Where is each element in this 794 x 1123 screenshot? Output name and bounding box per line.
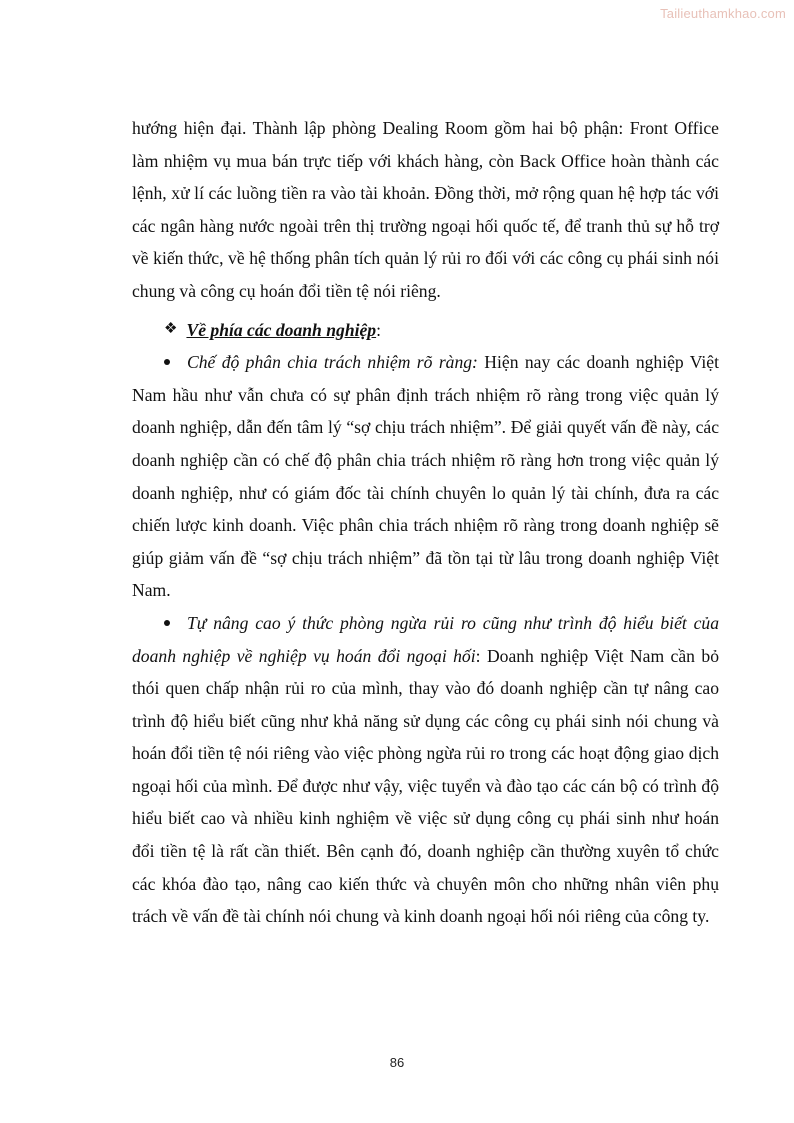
list-item-body: Hiện nay các doanh nghiệp Việt Nam hầu như vẫn chưa có sự phân định trách nhiệm rõ ràng trong việc quản lý doanh nghiệp, dẫn đến tâm lý “sợ chịu trách nhiệm”. Để giải quyết vấn đề này, các doanh nghiệp cần có chế độ phân chia trách nhiệm rõ ràng hơn trong việc quản lý doanh nghiệp, như có giám đốc tài chính chuyên lo quản lý tài chính, đưa ra các chiến lược kinh doanh. Việc phân chia trách nhiệm rõ ràng trong doanh nghiệp sẽ giúp giảm vấn đề “sợ chịu trách nhiệm” đã tồn tại từ lâu trong doanh nghiệp Việt Nam. xyxy=(132,352,720,601)
section-heading xyxy=(132,314,719,347)
list-item-lead: Chế độ phân chia trách nhiệm rõ ràng: xyxy=(187,352,478,373)
continuation-paragraph: hướng hiện đại. Thành lập phòng Dealing Room gồm hai bộ phận: Front Office làm nhiệm vụ mua bán trực tiếp với khách hàng, còn Back Office hoàn thành các lệnh, xử lí các luồng tiền ra vào tài khoản. Đồng thời, mở rộng quan hệ hợp tác với các ngân hàng nước ngoài trên thị trường ngoại hối quốc tế, để tranh thủ sự hỗ trợ về kiến thức, về hệ thống phân tích quản lý rủi ro đối với các công cụ phái sinh nói chung và công cụ hoán đổi tiền tệ nói riêng. xyxy=(132,118,719,301)
document-body xyxy=(132,112,719,933)
list-item-body: : Doanh nghiệp Việt Nam cần bỏ thói quen chấp nhận rủi ro của mình, thay vào đó doanh nghiệp cần tự nâng cao trình độ hiểu biết cũng như khả năng sử dụng các công cụ phái sinh nói chung và hoán đổi tiền tệ nói riêng vào việc phòng ngừa rủi ro trong các hoạt động giao dịch ngoại hối của mình. Để được như vậy, việc tuyển và đào tạo các cán bộ có trình độ hiểu biết cao và nhiều kinh nghiệm về việc sử dụng công cụ phái sinh như hoán đổi tiền tệ là rất cần thiết. Bên cạnh đó, doanh nghiệp cần thường xuyên tổ chức các khóa đào tạo, nâng cao kiến thức và chuyên môn cho những nhân viên phụ trách về vấn đề tài chính nói chung và kinh doanh ngoại hối nói riêng của công ty. xyxy=(132,645,719,927)
page-number: 86 xyxy=(389,1055,405,1070)
diamond-bullet-icon: ❖ xyxy=(164,321,178,338)
watermark-text: Tailieuthamkhao.com xyxy=(660,6,786,21)
list-item-responsibility xyxy=(132,346,719,607)
bullet-dot-icon xyxy=(164,359,170,365)
section-heading-text: Về phía các doanh nghiệp xyxy=(186,319,377,340)
bullet-dot-icon xyxy=(164,620,170,626)
list-item-lead: Tự nâng cao ý thức phòng ngừa rủi ro cũng như trình độ hiểu biết của doanh nghiệp về nghiệp vụ hoán đổi ngoại hối xyxy=(132,612,719,666)
list-item-risk-awareness xyxy=(132,607,719,933)
section-heading-colon: : xyxy=(376,319,381,340)
